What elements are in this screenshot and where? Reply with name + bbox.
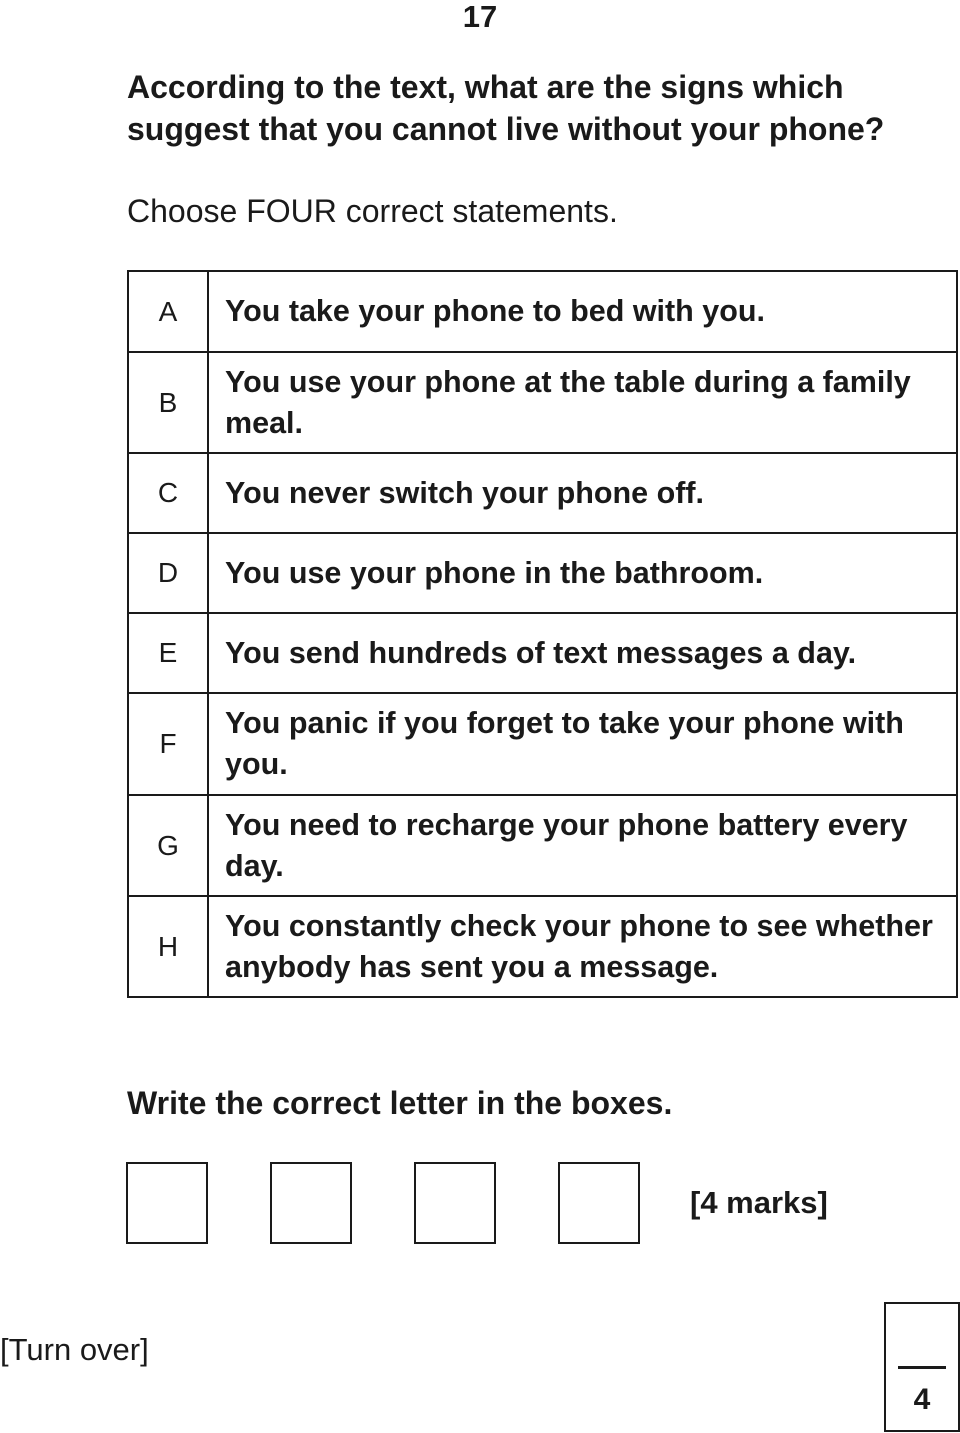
option-row-f [128,693,957,795]
option-statement: You constantly check your phone to see whether anybody has sent you a message. [208,896,957,997]
instruction-text: Choose FOUR correct statements. [127,193,618,229]
option-letter: E [128,613,208,693]
mark-total: 4 [913,1383,931,1416]
option-statement: You never switch your phone off. [208,453,957,533]
mark-score-line [898,1366,946,1369]
option-row-b [128,352,957,453]
option-statement: You use your phone at the table during a family meal. [208,352,957,453]
option-statement: You use your phone in the bathroom. [208,533,957,613]
option-row-g [128,795,957,896]
option-row-d [128,533,957,613]
options-table [127,270,958,998]
option-letter: G [128,795,208,896]
examiner-mark-box [884,1302,960,1432]
option-letter: B [128,352,208,453]
option-letter: D [128,533,208,613]
answer-box-4[interactable] [558,1162,640,1244]
answer-box-3[interactable] [414,1162,496,1244]
option-statement: You panic if you forget to take your phone with you. [208,693,957,795]
option-row-a [128,271,957,352]
option-statement: You send hundreds of text messages a day. [208,613,957,693]
option-letter: H [128,896,208,997]
turn-over-label: [Turn over] [0,1332,149,1367]
option-letter: A [128,271,208,352]
marks-label: [4 marks] [690,1185,828,1220]
option-row-h [128,896,957,997]
option-letter: F [128,693,208,795]
option-letter: C [128,453,208,533]
question-text: According to the text, what are the signs which suggest that you cannot live without your phone? [127,69,885,147]
option-row-c [128,453,957,533]
answer-box-2[interactable] [270,1162,352,1244]
option-statement: You take your phone to bed with you. [208,271,957,352]
option-statement: You need to recharge your phone battery every day. [208,795,957,896]
write-instruction: Write the correct letter in the boxes. [127,1085,673,1121]
option-row-e [128,613,957,693]
page-number: 17 [462,0,498,34]
answer-box-1[interactable] [126,1162,208,1244]
